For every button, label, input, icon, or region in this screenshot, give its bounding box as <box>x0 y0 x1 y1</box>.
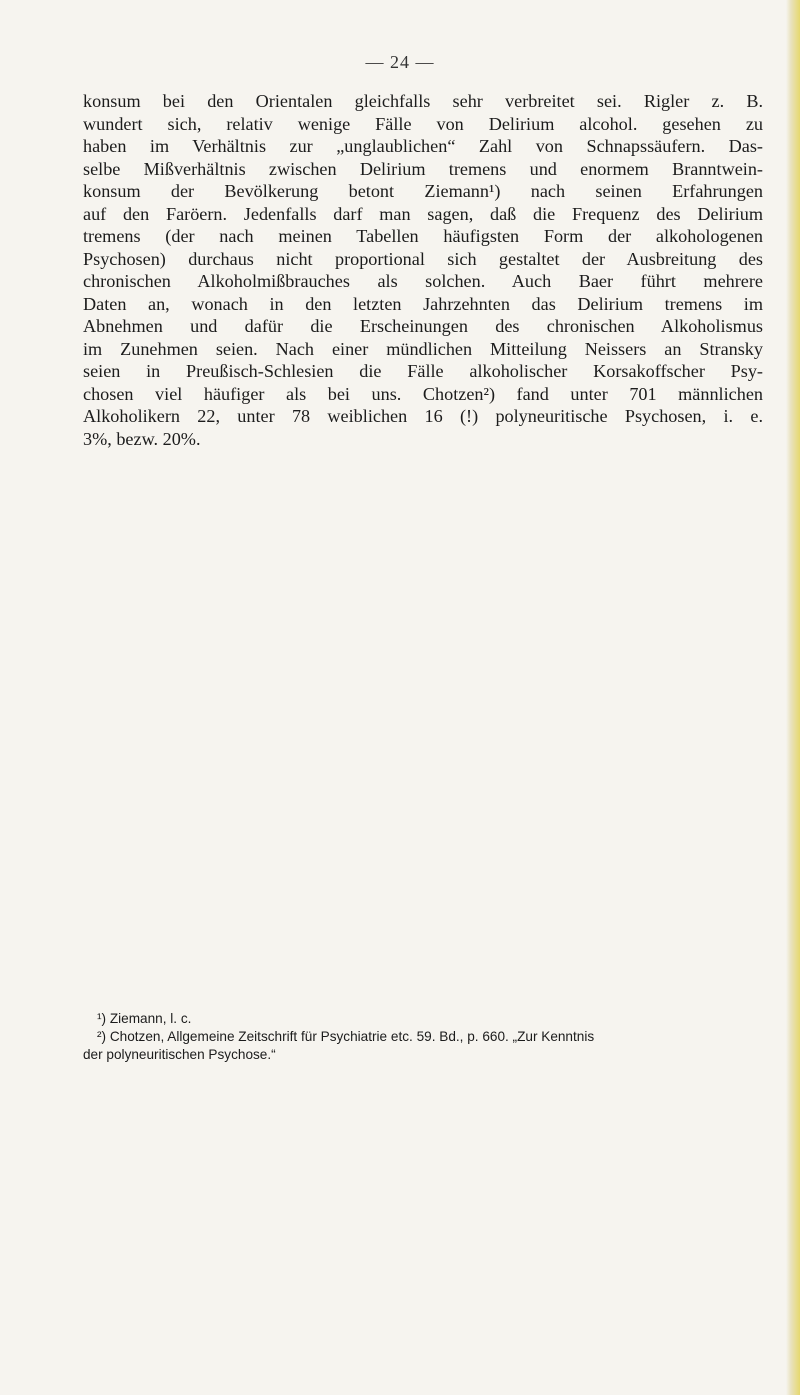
body-line: wundert sich, relativ wenige Fälle von Delirium alcohol. gesehen zu <box>83 113 763 134</box>
footnote-2-continuation: der polyneuritischen Psychose.“ <box>83 1047 276 1062</box>
body-line: Daten an, wonach in den letzten Jahrzehnten das Delirium tremens im <box>83 293 763 314</box>
page-number: — 24 — <box>365 52 435 72</box>
body-line: chosen viel häufiger als bei uns. Chotzen²) fand unter 701 männlichen <box>83 383 763 404</box>
body-line: im Zunehmen seien. Nach einer mündlichen Mitteilung Neissers an Stransky <box>83 338 763 359</box>
body-line: tremens (der nach meinen Tabellen häufigsten Form der alkohologenen <box>83 226 763 246</box>
footnote-1: ¹) Ziemann, l. c. <box>97 1011 192 1026</box>
body-line: Abnehmen und dafür die Erscheinungen des chronischen Alkoholismus <box>83 316 763 336</box>
footnote-2: ²) Chotzen, Allgemeine Zeitschrift für Psychiatrie etc. 59. Bd., p. 660. „Zur Kenntnis <box>97 1029 595 1044</box>
body-line: chronischen Alkoholmißbrauches als solchen. Auch Baer führt mehrere <box>83 271 763 291</box>
body-line: auf den Faröern. Jedenfalls darf man sagen, daß die Frequenz des Delirium <box>83 203 763 224</box>
body-line: haben im Verhältnis zur „unglaublichen“ Zahl von Schnapssäufern. Das- <box>83 136 763 156</box>
body-line: Alkoholikern 22, unter 78 weiblichen 16 (!) polyneuritische Psychosen, i. e. <box>83 406 763 426</box>
body-line: konsum bei den Orientalen gleichfalls sehr verbreitet sei. Rigler z. B. <box>83 91 763 111</box>
body-line: konsum der Bevölkerung betont Ziemann¹) nach seinen Erfahrungen <box>83 181 763 201</box>
body-text <box>83 90 763 450</box>
body-line: seien in Preußisch-Schlesien die Fälle alkoholischer Korsakoffscher Psy- <box>83 361 763 381</box>
body-line: selbe Mißverhältnis zwischen Delirium tremens und enormem Branntwein- <box>83 158 763 179</box>
body-line: 3%, bezw. 20%. <box>83 428 201 449</box>
body-line: Psychosen) durchaus nicht proportional sich gestaltet der Ausbreitung des <box>83 248 763 269</box>
footnotes <box>83 1010 763 1064</box>
page-edge-discoloration <box>786 0 800 1395</box>
